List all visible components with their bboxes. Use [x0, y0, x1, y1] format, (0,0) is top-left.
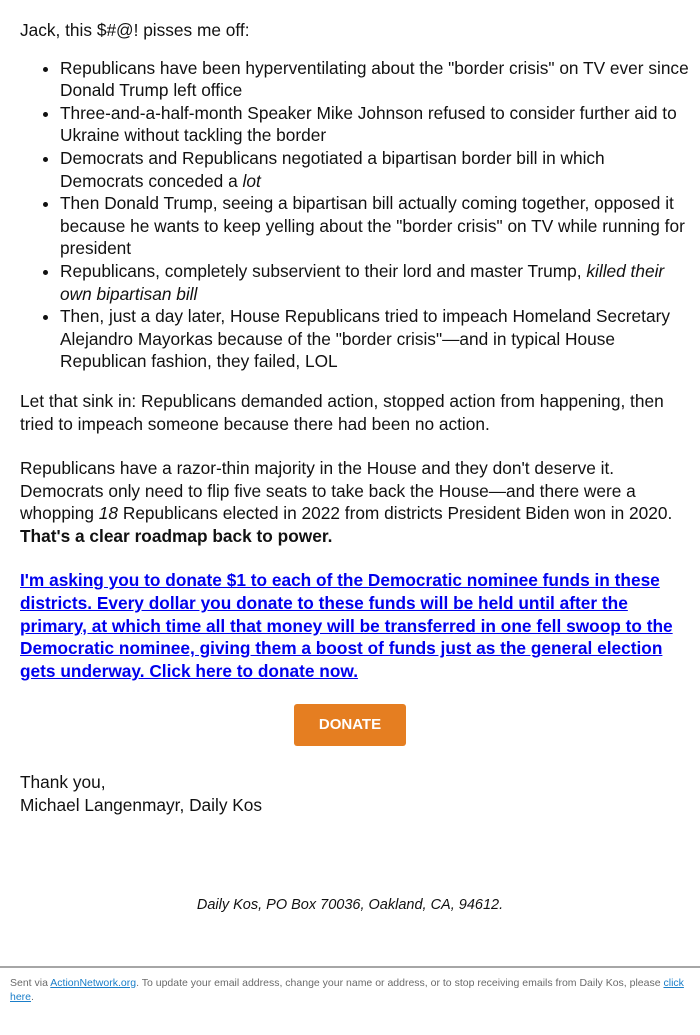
- mailing-address: Daily Kos, PO Box 70036, Oakland, CA, 94612.: [196, 897, 504, 913]
- list-item-text: Republicans have been hyperventilating about the "border crisis" on TV ever since Donald Trump left office: [60, 57, 689, 101]
- paragraph-text: Republicans have a razor-thin majority in the House and they don't deserve it. Democrats only need to flip five seats to take back the House—and there were a whopping: [20, 458, 636, 524]
- footer-text: Sent via: [10, 977, 51, 989]
- list-item-text: Three-and-a-half-month Speaker Mike Johnson refused to consider further aid to Ukraine without tackling the border: [60, 102, 677, 146]
- paragraph-majority: [20, 457, 690, 547]
- footer: [10, 976, 690, 1004]
- list-item: [60, 57, 690, 102]
- email-body: [20, 19, 690, 817]
- list-item: [60, 192, 690, 260]
- donate-button-container: [20, 704, 680, 746]
- bullet-list: [20, 57, 690, 373]
- list-item-text: Democrats and Republicans negotiated a bipartisan border bill in which Democrats conceded a: [60, 147, 605, 191]
- paragraph-emphasis: 18: [98, 503, 119, 524]
- donate-link-paragraph: [20, 569, 690, 682]
- signoff: Thank you,: [20, 772, 106, 793]
- list-item: [60, 147, 690, 192]
- paragraph-text: Republicans elected in 2022 from districts President Biden won in 2020.: [118, 503, 673, 524]
- footer-divider: [0, 966, 700, 968]
- paragraph-bold: That's a clear roadmap back to power.: [20, 525, 333, 546]
- footer-text: . To update your email address, change your name or address, or to stop receiving emails from Daily Kos, please: [136, 977, 664, 989]
- signature: Michael Langenmayr, Daily Kos: [20, 795, 263, 816]
- list-item-text: Republicans, completely subservient to their lord and master Trump,: [60, 260, 587, 281]
- list-item: [60, 305, 690, 373]
- donate-button[interactable]: DONATE: [294, 704, 406, 746]
- paragraph-sink-in: Let that sink in: Republicans demanded action, stopped action from happening, then tried to impeach someone because there had been no action.: [20, 390, 664, 434]
- unsubscribe-link[interactable]: click here: [10, 977, 684, 1003]
- action-network-link[interactable]: ActionNetwork.org: [50, 977, 137, 989]
- list-item-text: Then, just a day later, House Republicans tried to impeach Homeland Secretary Alejandro Mayorkas because of the "border crisis"—and in typical House Republican fashion, they failed, LOL: [60, 306, 670, 372]
- list-item: [60, 102, 690, 147]
- list-item: [60, 260, 690, 305]
- footer-text: .: [31, 991, 34, 1003]
- greeting: Jack, this $#@! pisses me off:: [20, 20, 250, 40]
- list-item-emphasis: lot: [242, 170, 261, 191]
- list-item-emphasis: killed their own bipartisan bill: [60, 260, 665, 304]
- list-item-text: Then Donald Trump, seeing a bipartisan bill actually coming together, opposed it because he wants to keep yelling about the "border crisis" on TV while running for president: [60, 193, 685, 259]
- donate-link[interactable]: I'm asking you to donate $1 to each of the Democratic nominee funds in these districts. Every dollar you donate to these funds will be held until after the primary, at which time all that money will be transferred in one fell swoop to the Democratic nominee, giving them a boost of funds just as the general election gets underway. Click here to donate now.: [20, 570, 673, 681]
